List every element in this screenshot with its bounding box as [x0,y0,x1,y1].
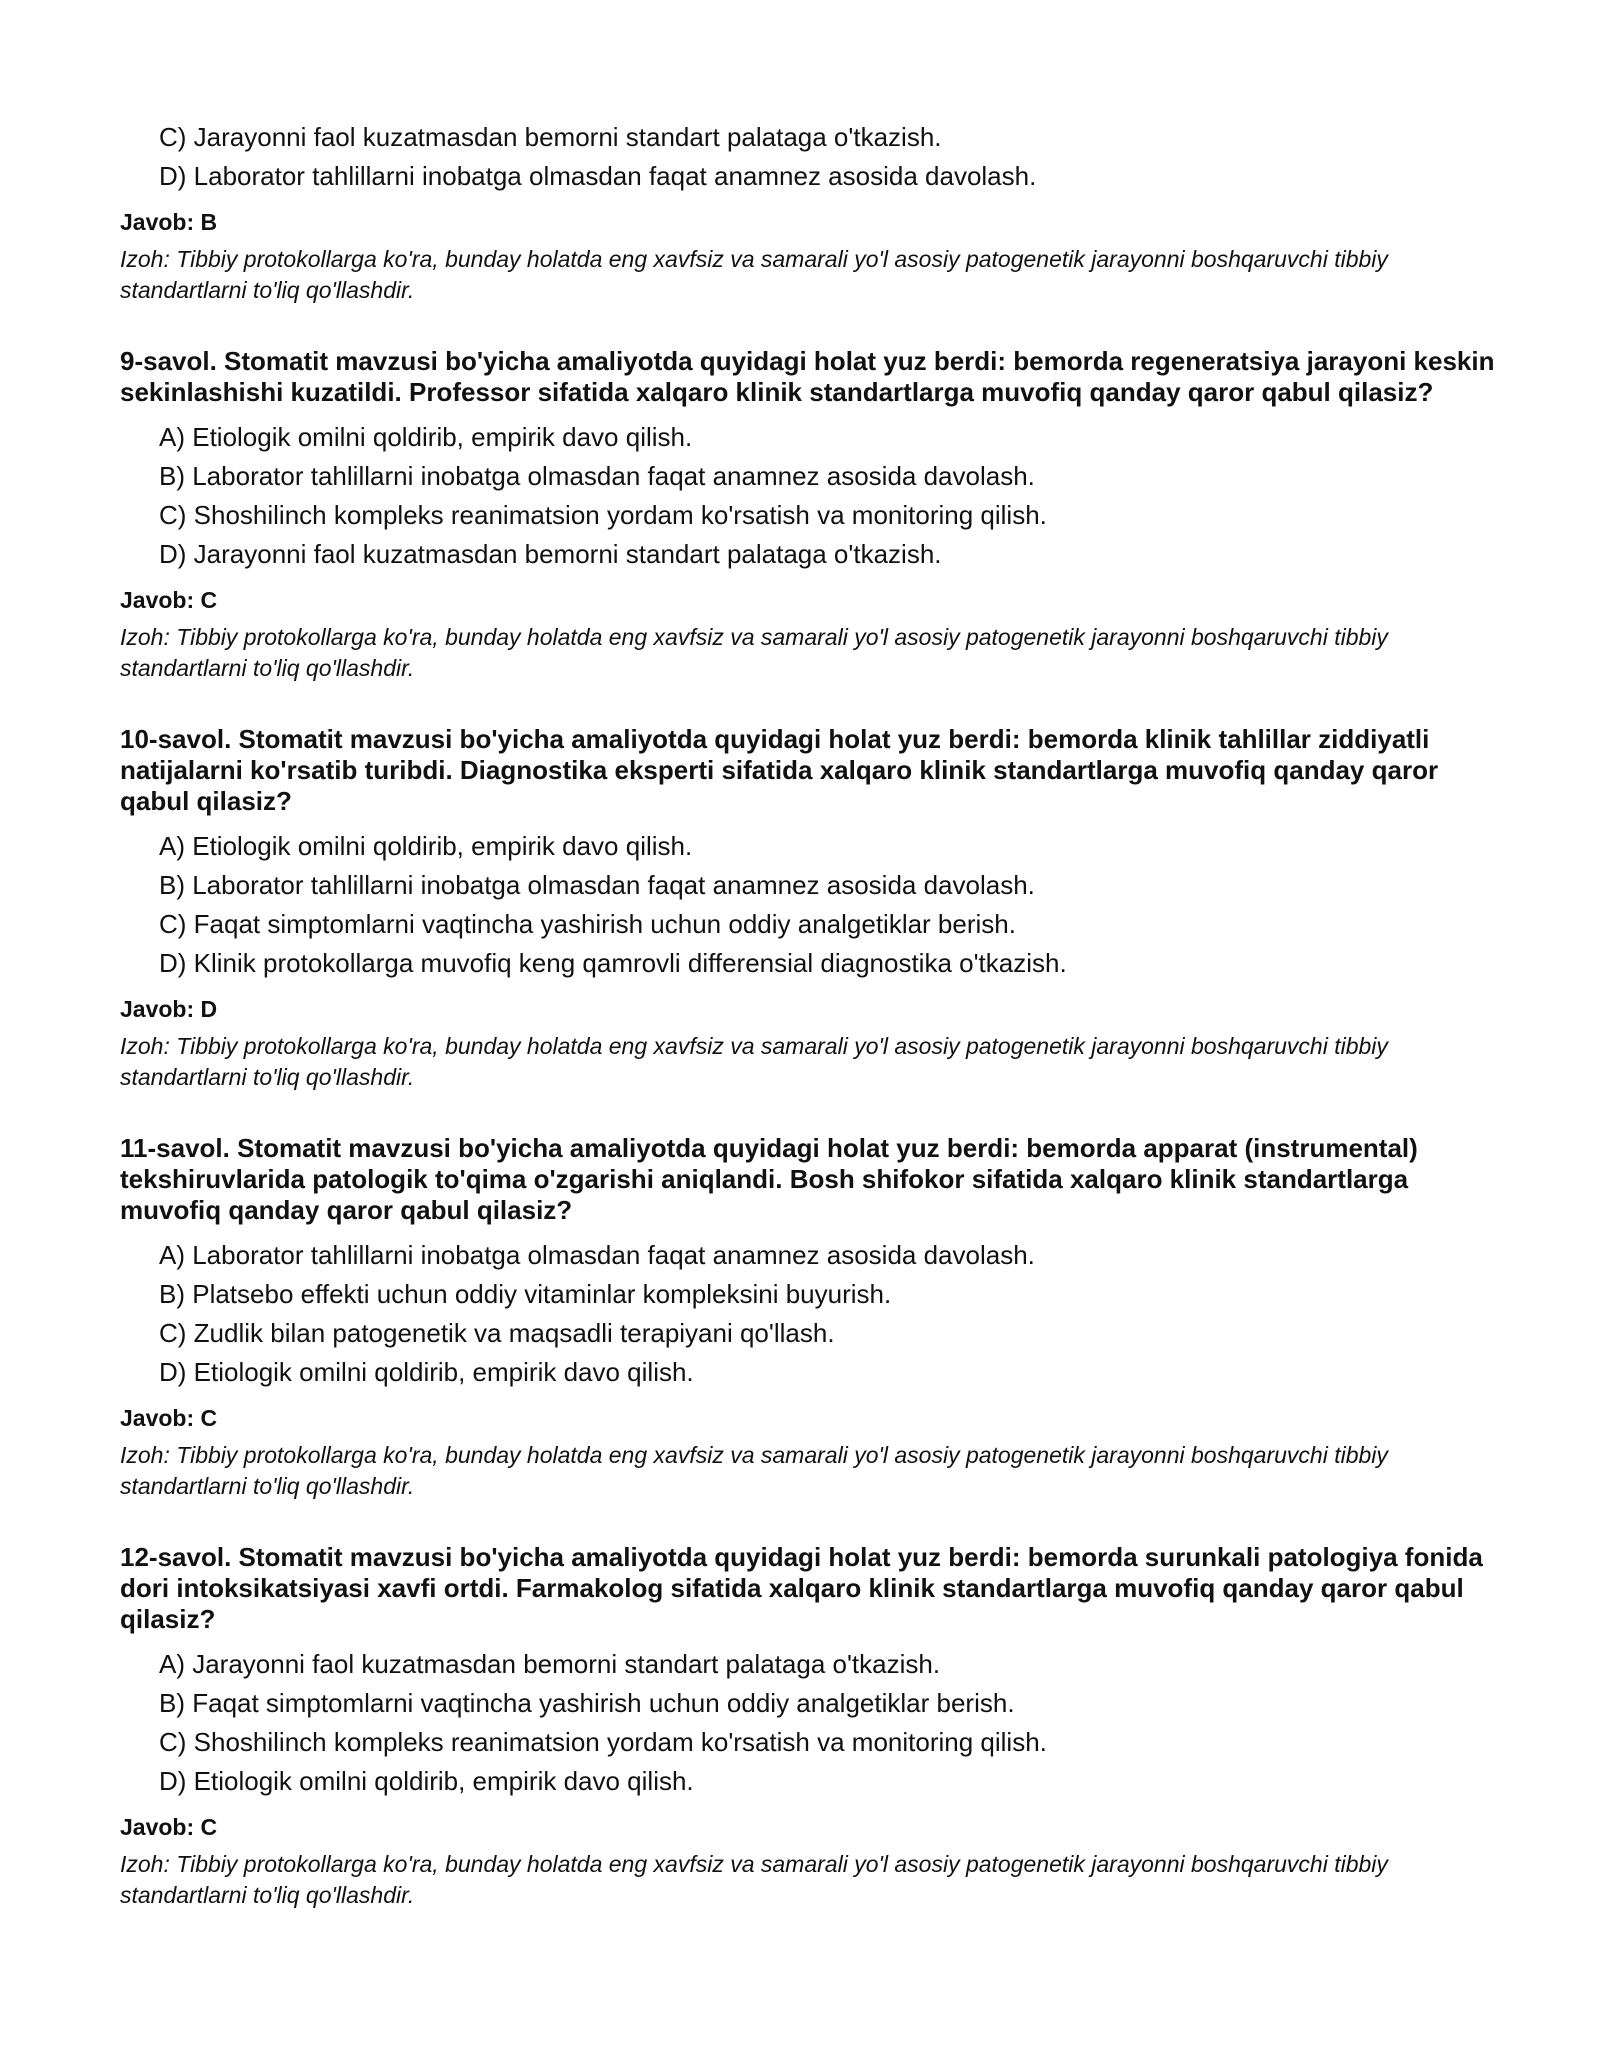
option-d: D) Laborator tahlillarni inobatga olmasdan faqat anamnez asosida davolash. [159,161,1037,191]
option-b: B) Platsebo effekti uchun oddiy vitaminlar kompleksini buyurish. [159,1279,892,1309]
document-page [120,118,1500,1911]
answer-label: Javob: D [120,996,218,1022]
option-c: C) Shoshilinch kompleks reanimatsion yordam ko'rsatish va monitoring qilish. [159,500,1047,530]
option-a: A) Etiologik omilni qoldirib, empirik davo qilish. [159,422,693,452]
option-b: B) Laborator tahlillarni inobatga olmasdan faqat anamnez asosida davolash. [159,461,1035,491]
option-d: D) Klinik protokollarga muvofiq keng qamrovli differensial diagnostika o'tkazish. [159,948,1067,978]
explanation-note: Izoh: Tibbiy protokollarga ko'ra, bunday holatda eng xavfsiz va samarali yo'l asosiy patogenetik jarayonni boshqaruvchi tibbiy standartlarni to'liq qo'llashdir. [120,1033,1388,1090]
option-b: B) Faqat simptomlarni vaqtincha yashirish uchun oddiy analgetiklar berish. [159,1688,1015,1718]
option-c: C) Jarayonni faol kuzatmasdan bemorni standart palataga o'tkazish. [159,122,942,152]
option-a: A) Etiologik omilni qoldirib, empirik davo qilish. [159,831,693,861]
answer-label: Javob: C [120,1405,218,1431]
option-d: D) Jarayonni faol kuzatmasdan bemorni standart palataga o'tkazish. [159,539,942,569]
question-text: 11-savol. Stomatit mavzusi bo'yicha amaliyotda quyidagi holat yuz berdi: bemorda apparat (instrumental) tekshiruvlarida patologik to'qima o'zgarishi aniqlandi. Bosh shifokor sifatida xalqaro klinik standartlarga muvofiq qanday qaror qabul qilasiz? [120,1133,1418,1225]
option-c: C) Zudlik bilan patogenetik va maqsadli terapiyani qo'llash. [159,1318,835,1348]
explanation-note: Izoh: Tibbiy protokollarga ko'ra, bunday holatda eng xavfsiz va samarali yo'l asosiy patogenetik jarayonni boshqaruvchi tibbiy standartlarni to'liq qo'llashdir. [120,1442,1388,1499]
question-text: 9-savol. Stomatit mavzusi bo'yicha amaliyotda quyidagi holat yuz berdi: bemorda regeneratsiya jarayoni keskin sekinlashishi kuzatildi. Professor sifatida xalqaro klinik standartlarga muvofiq qanday qaror qabul qilasiz? [120,346,1495,407]
option-d: D) Etiologik omilni qoldirib, empirik davo qilish. [159,1766,694,1796]
question-12 [120,1542,1500,1911]
option-a: A) Jarayonni faol kuzatmasdan bemorni standart palataga o'tkazish. [159,1649,941,1679]
option-c: C) Shoshilinch kompleks reanimatsion yordam ko'rsatish va monitoring qilish. [159,1727,1047,1757]
option-a: A) Laborator tahlillarni inobatga olmasdan faqat anamnez asosida davolash. [159,1240,1035,1270]
answer-label: Javob: C [120,587,218,613]
question-11 [120,1133,1500,1502]
explanation-note: Izoh: Tibbiy protokollarga ko'ra, bunday holatda eng xavfsiz va samarali yo'l asosiy patogenetik jarayonni boshqaruvchi tibbiy standartlarni to'liq qo'llashdir. [120,1851,1388,1908]
explanation-note: Izoh: Tibbiy protokollarga ko'ra, bunday holatda eng xavfsiz va samarali yo'l asosiy patogenetik jarayonni boshqaruvchi tibbiy standartlarni to'liq qo'llashdir. [120,246,1388,303]
option-b: B) Laborator tahlillarni inobatga olmasdan faqat anamnez asosida davolash. [159,870,1035,900]
option-d: D) Etiologik omilni qoldirib, empirik davo qilish. [159,1357,694,1387]
question-options [120,827,1500,983]
question-text: 10-savol. Stomatit mavzusi bo'yicha amaliyotda quyidagi holat yuz berdi: bemorda klinik tahlillar ziddiyatli natijalarni ko'rsatib turibdi. Diagnostika eksperti sifatida xalqaro klinik standartlarga muvofiq qanday qaror qabul qilasiz? [120,724,1439,816]
answer-label: Javob: C [120,1814,218,1840]
question-10 [120,724,1500,1093]
answer-label: Javob: B [120,209,218,235]
question-9 [120,346,1500,684]
explanation-note: Izoh: Tibbiy protokollarga ko'ra, bunday holatda eng xavfsiz va samarali yo'l asosiy patogenetik jarayonni boshqaruvchi tibbiy standartlarni to'liq qo'llashdir. [120,624,1388,681]
option-c: C) Faqat simptomlarni vaqtincha yashirish uchun oddiy analgetiklar berish. [159,909,1016,939]
question-text: 12-savol. Stomatit mavzusi bo'yicha amaliyotda quyidagi holat yuz berdi: bemorda surunkali patologiya fonida dori intoksikatsiyasi xavfi ortdi. Farmakolog sifatida xalqaro klinik standartlarga muvofiq qanday qaror qabul qilasiz? [120,1542,1483,1634]
question-8-options [120,118,1500,196]
question-8-tail [120,118,1500,306]
question-options [120,1645,1500,1801]
question-options [120,418,1500,574]
question-options [120,1236,1500,1392]
